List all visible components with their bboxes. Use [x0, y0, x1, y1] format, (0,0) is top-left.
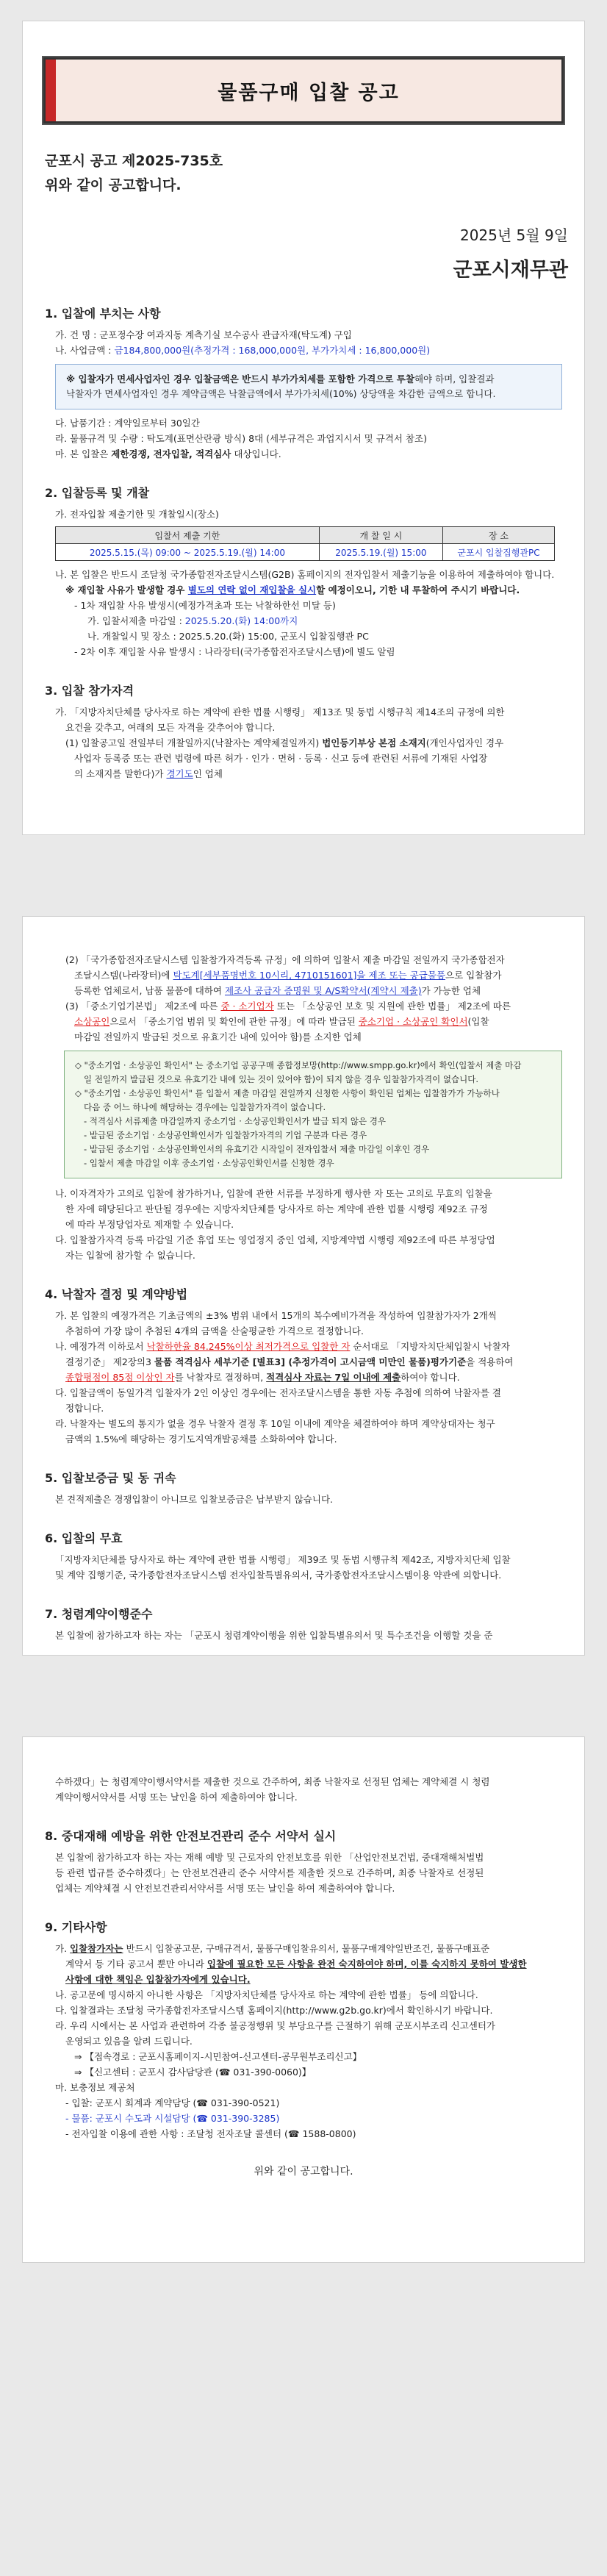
s3-item-c-2: 자는 입찰에 참가할 수 없습니다.	[65, 1250, 195, 1261]
s1-item-a: 가. 건 명 : 군포정수장 여과지동 계측기실 보수공사 관급자재(탁도계) 구입	[55, 329, 352, 340]
s3-p1-bold: 법인등기부상 본점 소재지	[322, 737, 426, 748]
schedule-header-place: 장 소	[443, 527, 555, 544]
s3-p2c-prefix: 등록한 업체로서, 납품 물품에 대하여	[74, 985, 225, 996]
rebid-first-a-prefix: 가. 입찰서제출 마감일 :	[87, 615, 185, 626]
s3-p2b-prefix: 조달시스템(나라장터)에	[74, 970, 173, 981]
s3-p1-line-2: 사업자 등록증 또는 관련 법령에 따른 허가 · 인가 · 면허 · 등록 · 신고 등에 관련된 서류에 기재된 사업장	[74, 753, 488, 764]
page-2	[22, 916, 585, 1656]
s9-item-d-2: 운영되고 있음을 알려 드립니다.	[65, 2036, 193, 2047]
s3-p3-line-3: 마감일 전일까지 발급된 것으로 유효기간 내에 있어야 함)를 소지한 업체	[74, 1031, 362, 1042]
s3-p3b-red: 소상공인	[74, 1016, 110, 1027]
s9-a2-underline: 입찰에 필요한 모든 사항을 완전 숙지하여야 하며, 이를 숙지하지 못하여 발생한	[206, 1958, 527, 1969]
s1-b-prefix: 나. 사업금액 :	[55, 345, 115, 356]
s3-p1c-region: 경기도	[166, 768, 193, 779]
s3-p2-line-3	[45, 983, 562, 998]
s5-line: 본 견적제출은 경쟁입찰이 아니므로 입찰보증금은 납부받지 않습니다.	[55, 1494, 333, 1505]
section-6-heading: 6. 입찰의 무효	[45, 1531, 123, 1545]
vat-notice-bold: ※ 입찰자가 면세사업자인 경우 입찰금액은 반드시 부가가치세를 포함한 가격으로 투찰	[66, 373, 414, 384]
schedule-row	[56, 544, 555, 561]
contact-bidding: - 입찰: 군포시 회계과 계약담당 (☎ 031-390-0521)	[65, 2097, 280, 2108]
s3-p1-line-3	[45, 766, 562, 781]
notice-intro: 위와 같이 공고합니다.	[45, 177, 182, 193]
s3-p3a-prefix: (3) 「중소기업기본법」 제2조에 따른	[65, 1001, 221, 1012]
s1-e-prefix: 마. 본 입찰은	[55, 448, 112, 459]
s3-p3a-suffix: 또는 「소상공인 보호 및 지원에 관한 법률」 제2조에 따른	[273, 1001, 511, 1012]
s8-line-2: 등 관련 법규를 준수하겠다」는 안전보건관리 준수 서약서를 제출한 것으로 간주하며, 최종 낙찰자로 선정된	[55, 1867, 484, 1878]
section-7-heading: 7. 청렴계약이행준수	[45, 1607, 153, 1621]
s2-item-b: 나. 본 입찰은 반드시 조달청 국가종합전자조달시스템(G2B) 홈페이지의 전자입찰서 제출기능을 이용하여 제출하여야 합니다.	[55, 569, 555, 580]
schedule-header-deadline: 입찰서 제출 기한	[56, 527, 320, 544]
s3-p2-line-2	[45, 967, 562, 983]
s1-item-e	[45, 446, 562, 462]
s9-item-b: 나. 공고문에 명시하지 아니한 사항은 「지방자치단체를 당사자로 하는 계약에 관한 법률」 등에 의합니다.	[55, 1989, 478, 2000]
sme-box-line-4: 다음 중 어느 하나에 해당하는 경우에는 입찰참가자격이 없습니다.	[84, 1102, 326, 1112]
title-bar	[42, 56, 565, 125]
s3-p3b-red2: 중소기업 · 소상공인 확인서	[358, 1016, 468, 1027]
s3-item-c-1: 다. 입찰참가자격 등록 마감일 기준 휴업 또는 영업정지 중인 업체, 지방계약법 시행령 제92조에 따른 부정당업	[55, 1234, 495, 1245]
s3-p1-suffix: (개인사업자인 경우	[425, 737, 504, 748]
schedule-header-opening: 개 찰 일 시	[319, 527, 442, 544]
s4-b1-rate: 낙찰하한율 84.245%이상 최저가격으로 입찰한 자	[146, 1341, 351, 1352]
s4-b1-prefix: 나. 예정가격 이하로서	[55, 1341, 147, 1352]
s4-b2-bold: 물품 적격심사 세부기준 [별표3] (추정가격이 고시금액 미만인 물품)평가기준	[154, 1356, 467, 1367]
s1-e-bold: 제한경쟁, 전자입찰, 적격심사	[111, 448, 231, 459]
s8-line-3: 업체는 계약체결 시 안전보건관리서약서를 서명 또는 날인을 하여 제출하여야 합니다.	[55, 1883, 395, 1894]
s3-p2c-cert: 제조사 공급자 증명원 및 A/S확약서(계약시 제출)	[224, 985, 422, 996]
s3-item-b-1: 나. 이자격자가 고의로 입찰에 참가하거나, 입찰에 관한 서류를 부정하게 행사한 자 또는 고의로 무효의 입찰을	[55, 1188, 492, 1199]
notice-date: 2025년 5월 9일	[459, 226, 568, 244]
s4-b2-suffix: 을 적용하여	[466, 1356, 514, 1367]
s3-p3-line-2	[45, 1014, 562, 1029]
sme-box-line-8: - 입찰서 제출 마감일 이후 중소기업 · 소상공인확인서를 신청한 경우	[84, 1158, 334, 1168]
page-1	[22, 21, 585, 835]
report-center-path: ⇒ 【접속경로 : 군포시홈페이지-시민참여-신고센터-공무원부조리신고】	[74, 2051, 362, 2062]
sme-box-line-5: - 적격심사 서류제출 마감일까지 중소기업 · 소상공인확인서가 발급 되지 않은 경우	[84, 1116, 386, 1126]
s9-item-a-1	[45, 1941, 562, 1956]
contact-goods: - 물품: 군포시 수도과 시설담당 (☎ 031-390-3285)	[65, 2113, 280, 2124]
section-5-heading: 5. 입찰보증금 및 동 귀속	[45, 1471, 176, 1485]
s9-item-d-1: 라. 우리 시에서는 본 사업과 관련하여 각종 불공정행위 및 부당요구를 근절하기 위해 군포시부조리 신고센터가	[55, 2020, 496, 2031]
s3-p1-prefix: (1) 입찰공고일 전일부터 개찰일까지(낙찰자는 계약체결일까지)	[65, 737, 323, 748]
s3-item-b-3: 에 따라 부정당업자로 제재할 수 있습니다.	[65, 1219, 234, 1230]
s7-line-2: 수하겠다」는 청렴계약이행서약서를 제출한 것으로 간주하여, 최종 낙찰자로 선정된 업체는 계약체결 시 청렴	[55, 1776, 490, 1787]
s4-b3-score: 종합평점이 85점 이상인 자	[65, 1372, 175, 1383]
rebid-first: - 1차 재입찰 사유 발생시(예정가격초과 또는 낙찰하한선 미달 등)	[74, 600, 336, 611]
s9-a3-underline: 사항에 대한 책임은 입찰참가자에게 있습니다.	[65, 1974, 251, 1985]
sme-box-line-1: ◇ "중소기업 · 소상공인 확인서" 는 중소기업 공공구매 종합정보망(http://www.smpp.go.kr)에서 확인(입찰서 제출 마감	[75, 1060, 522, 1070]
vat-notice-rest: 해야 하며, 입찰결과	[414, 373, 495, 384]
s3-p2-line-1: (2) 「국가종합전자조달시스템 입찰참가자격등록 규정」에 의하여 입찰서 제출 마감일 전일까지 국가종합전자	[65, 954, 505, 965]
rebid-note-underline: 별도의 연락 없이 재입찰을 실시	[187, 584, 317, 595]
section-9-heading: 9. 기타사항	[45, 1920, 107, 1934]
sme-box-line-2: 일 전일까지 발급된 것으로 유효기간 내에 있는 것이 있어야 함)이 되지 않을 경우 입찰참가자격이 없습니다.	[84, 1074, 479, 1084]
s3-p2b-suffix: 으로 입찰참가	[445, 970, 502, 981]
s3-p2b-item: 탁도계[세부품명번호 10시리, 4710151601]을 제조 또는 공급물품	[173, 970, 446, 981]
s3-p1c-suffix: 인 업체	[193, 768, 223, 779]
s4-item-b-1	[45, 1339, 562, 1354]
schedule-table	[55, 526, 555, 561]
section-2-heading: 2. 입찰등록 및 개찰	[45, 486, 150, 500]
rebid-second: - 2차 이후 재입찰 사유 발생시 : 나라장터(국가종합전자조달시스템)에 별도 알림	[74, 646, 395, 657]
s3-p3-line-1	[45, 998, 562, 1014]
s3-item-a-1: 가. 「지방자치단체를 당사자로 하는 계약에 관한 법률 시행령」 제13조 및 동법 시행규칙 제14조의 규정에 의한	[55, 706, 505, 718]
rebid-note	[45, 582, 562, 598]
section-4-heading: 4. 낙찰자 결정 및 계약방법	[45, 1287, 188, 1301]
sme-box-line-6: - 발급된 중소기업 · 소상공인확인서가 입찰참가자격의 기업 구분과 다른 경우	[84, 1130, 367, 1140]
issuing-org: 군포시재무관	[453, 259, 568, 282]
notice-number: 군포시 공고 제2025-735호	[45, 153, 223, 169]
page-title: 물품구매 입찰 공고	[46, 60, 561, 121]
page-3	[22, 1736, 585, 2263]
s7-line-1: 본 입찰에 참가하고자 하는 자는 「군포시 청렴계약이행을 위한 입찰특별유의서 및 특수조건을 이행할 것을 준	[55, 1630, 493, 1641]
s4-item-a-1: 가. 본 입찰의 예정가격은 기초금액의 ±3% 범위 내에서 15개의 복수예비가격을 작성하여 입찰참가자가 2개씩	[55, 1310, 497, 1321]
contact-call-center: - 전자입찰 이용에 관한 사항 : 조달청 전자조달 콜센터 (☎ 1588-0800)	[65, 2128, 356, 2139]
sme-certificate-box	[64, 1051, 562, 1178]
section-1-heading: 1. 입찰에 부치는 사항	[45, 307, 161, 321]
s1-item-b	[45, 343, 562, 358]
s4-item-a-2: 추첨하여 가장 많이 추첨된 4개의 금액을 산술평균한 가격으로 결정합니다.	[65, 1325, 364, 1337]
s3-p2c-suffix: 가 가능한 업체	[421, 985, 481, 996]
schedule-place: 군포시 입찰집행관PC	[443, 544, 555, 561]
s1-item-c: 다. 납품기간 : 계약일로부터 30일간	[55, 418, 200, 429]
s2-item-a: 가. 전자입찰 제출기한 및 개찰일시(장소)	[55, 509, 219, 520]
rebid-note-prefix: ※ 재입찰 사유가 발생할 경우	[65, 584, 188, 595]
s9-a1-prefix: 가.	[55, 1943, 71, 1954]
s9-a1-suffix: 반드시 입찰공고문, 구매규격서, 물품구매입찰유의서, 물품구매계약일반조건, 물품구매표준	[123, 1943, 490, 1954]
s6-line-2: 및 계약 집행기준, 국가종합전자조달시스템 전자입찰특별유의서, 국가종합전자조달시스템이용 약관에 의합니다.	[55, 1570, 502, 1581]
schedule-opening: 2025.5.19.(월) 15:00	[319, 544, 442, 561]
rebid-note-suffix: 할 예정이오니, 기한 내 투찰하여 주시기 바랍니다.	[316, 584, 520, 595]
s3-p3a-red: 중 · 소기업자	[220, 1001, 274, 1012]
s9-item-e: 마. 보충정보 제공처	[55, 2082, 135, 2093]
s9-a2-prefix: 계약서 등 기타 공고서 뿐만 아니라	[65, 1958, 207, 1969]
s3-p1c-prefix: 의 소재지를 말한다)가	[74, 768, 167, 779]
vat-notice-line-1	[66, 372, 551, 387]
schedule-deadline: 2025.5.15.(목) 09:00 ~ 2025.5.19.(월) 14:00	[56, 544, 320, 561]
rebid-first-a	[45, 613, 562, 629]
s9-item-a-2	[45, 1956, 562, 1972]
s4-item-b-3	[45, 1370, 562, 1385]
s4-item-d-1: 라. 낙찰자는 별도의 통지가 없을 경우 낙찰자 결정 후 10일 이내에 계약을 체결하여야 하며 계약상대자는 청구	[55, 1418, 495, 1429]
s3-p3b-suffix: (입찰	[467, 1016, 489, 1027]
s9-a1-underline: 입찰참가자는	[70, 1943, 123, 1954]
s9-item-c: 다. 입찰결과는 조달청 국가종합전자조달시스템 홈페이지(http://www.g2b.go.kr)에서 확인하시기 바랍니다.	[55, 2005, 493, 2016]
s3-p3b-mid: 으로서 「중소기업 범위 및 확인에 관한 규정」에 따라 발급된	[109, 1016, 359, 1027]
s1-b-amount: 금184,800,000원	[114, 345, 191, 356]
s4-item-c-1: 다. 입찰금액이 동일가격 입찰자가 2인 이상인 경우에는 전자조달시스템을 통한 자동 추첨에 의하여 낙찰자를 결	[55, 1387, 501, 1398]
s7-line-3: 계약이행서약서를 서명 또는 날인을 하여 제출하여야 합니다.	[55, 1792, 298, 1803]
rebid-first-a-value: 2025.5.20.(화) 14:00까지	[184, 615, 298, 626]
rebid-first-b: 나. 개찰일시 및 장소 : 2025.5.20.(화) 15:00, 군포시 입찰집행관 PC	[87, 631, 369, 642]
s3-item-a-2: 요건을 갖추고, 여래의 모든 자격을 갖추어야 합니다.	[65, 722, 276, 733]
section-8-heading: 8. 중대재해 예방을 위한 안전보건관리 준수 서약서 실시	[45, 1829, 337, 1843]
sme-box-line-3: ◇ "중소기업 · 소상공인 확인서" 를 입찰서 제출 마감일 전일까지 신청한 사항이 확인된 업체는 입찰참가가 가능하나	[75, 1088, 500, 1098]
s4-b1-suffix: 순서대로 「지방자치단체입찰시 낙찰자	[350, 1341, 510, 1352]
s4-item-b-2	[45, 1354, 562, 1370]
schedule-header-row	[56, 527, 555, 544]
s1-item-d: 라. 물품규격 및 수량 : 탁도계(표면산란광 방식) 8대 (세부규격은 과업지시서 및 규격서 참조)	[55, 433, 427, 444]
report-center-phone: ⇒ 【신고센터 : 군포시 감사담당관 (☎ 031-390-0060)】	[74, 2067, 312, 2078]
s6-line-1: 「지방자치단체를 당사자로 하는 계약에 관한 법률 시행령」 제39조 및 동법 시행규칙 제42조, 지방자치단체 입찰	[55, 1554, 511, 1565]
s3-item-b-2: 한 자에 해당된다고 판단될 경우에는 지방자치단체를 당사자로 하는 계약에 관한 법률 시행령 제92조 규정	[65, 1203, 488, 1214]
vat-notice-line-2: 낙찰자가 면세사업자인 경우 계약금액은 낙찰금액에서 부가가치세(10%) 상당액을 차감한 금액으로 합니다.	[66, 388, 496, 399]
s4-item-d-2: 금액의 1.5%에 해당하는 경기도지역개발공채를 소화하여야 합니다.	[65, 1434, 337, 1445]
s4-b2-prefix: 결정기준」 제2장의3	[65, 1356, 154, 1367]
vat-notice-box	[55, 364, 562, 409]
sme-box-line-7: - 발급된 중소기업 · 소상공인확인서의 유효기간 시작일이 전자입찰서 제출 마감일 이후인 경우	[84, 1144, 430, 1154]
s1-e-suffix: 대상입니다.	[231, 448, 281, 459]
s4-item-c-2: 정합니다.	[65, 1403, 104, 1414]
s1-b-suffix: (추정가격 : 168,000,000원, 부가가치세 : 16,800,000원)	[190, 345, 431, 356]
s4-b3-mid: 를 낙찰자로 결정하며,	[174, 1372, 267, 1383]
s3-p1-line-1	[45, 735, 562, 751]
s4-b3-suffix: 하여야 합니다.	[401, 1372, 460, 1383]
section-3-heading: 3. 입찰 참가자격	[45, 684, 134, 698]
s4-b3-deadline: 적격심사 자료는 7일 이내에 제출	[266, 1372, 401, 1383]
s9-item-a-3	[45, 1972, 562, 1987]
s8-line-1: 본 입찰에 참가하고자 하는 자는 재해 예방 및 근로자의 안전보호를 위한 「산업안전보건법, 중대재해처벌법	[55, 1852, 484, 1863]
closing-statement: 위와 같이 공고합니다.	[254, 2166, 353, 2178]
